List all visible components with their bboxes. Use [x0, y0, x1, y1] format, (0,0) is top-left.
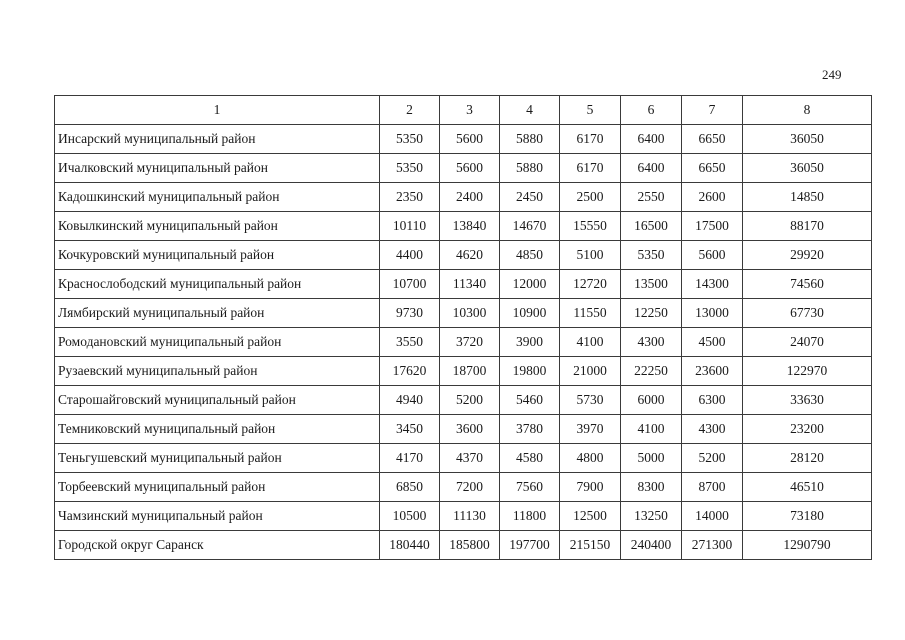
- value-cell: 18700: [440, 357, 500, 386]
- value-cell: 6000: [621, 386, 682, 415]
- district-name-cell: Темниковский муниципальный район: [55, 415, 380, 444]
- column-header: 3: [440, 96, 500, 125]
- value-cell: 5730: [560, 386, 621, 415]
- value-cell: 5880: [500, 154, 560, 183]
- value-cell: 7200: [440, 473, 500, 502]
- value-cell: 4940: [380, 386, 440, 415]
- total-cell: 88170: [743, 212, 872, 241]
- table-row: [55, 183, 872, 212]
- value-cell: 8300: [621, 473, 682, 502]
- district-name-cell: Теньгушевский муниципальный район: [55, 444, 380, 473]
- total-cell: 122970: [743, 357, 872, 386]
- value-cell: 5600: [440, 125, 500, 154]
- value-cell: 3970: [560, 415, 621, 444]
- table-row: [55, 357, 872, 386]
- district-name-cell: Ичалковский муниципальный район: [55, 154, 380, 183]
- value-cell: 180440: [380, 531, 440, 560]
- value-cell: 13840: [440, 212, 500, 241]
- total-cell: 67730: [743, 299, 872, 328]
- value-cell: 240400: [621, 531, 682, 560]
- value-cell: 5100: [560, 241, 621, 270]
- table-row: [55, 386, 872, 415]
- value-cell: 4850: [500, 241, 560, 270]
- table-row: [55, 154, 872, 183]
- value-cell: 197700: [500, 531, 560, 560]
- value-cell: 4800: [560, 444, 621, 473]
- value-cell: 5350: [380, 154, 440, 183]
- value-cell: 2400: [440, 183, 500, 212]
- value-cell: 3550: [380, 328, 440, 357]
- value-cell: 271300: [682, 531, 743, 560]
- value-cell: 13000: [682, 299, 743, 328]
- value-cell: 3900: [500, 328, 560, 357]
- value-cell: 13250: [621, 502, 682, 531]
- table-row: [55, 241, 872, 270]
- district-name-cell: Чамзинский муниципальный район: [55, 502, 380, 531]
- value-cell: 5000: [621, 444, 682, 473]
- total-cell: 73180: [743, 502, 872, 531]
- district-name-cell: Городской округ Саранск: [55, 531, 380, 560]
- value-cell: 7560: [500, 473, 560, 502]
- total-cell: 33630: [743, 386, 872, 415]
- header-row: [55, 96, 872, 125]
- value-cell: 185800: [440, 531, 500, 560]
- value-cell: 4620: [440, 241, 500, 270]
- column-header: 1: [55, 96, 380, 125]
- value-cell: 9730: [380, 299, 440, 328]
- column-header: 8: [743, 96, 872, 125]
- value-cell: 4370: [440, 444, 500, 473]
- value-cell: 7900: [560, 473, 621, 502]
- table-row: [55, 212, 872, 241]
- district-name-cell: Ромодановский муниципальный район: [55, 328, 380, 357]
- total-cell: 14850: [743, 183, 872, 212]
- value-cell: 14670: [500, 212, 560, 241]
- value-cell: 16500: [621, 212, 682, 241]
- value-cell: 17500: [682, 212, 743, 241]
- total-cell: 24070: [743, 328, 872, 357]
- value-cell: 5600: [440, 154, 500, 183]
- value-cell: 6300: [682, 386, 743, 415]
- data-table: [54, 95, 872, 560]
- value-cell: 6650: [682, 154, 743, 183]
- value-cell: 5460: [500, 386, 560, 415]
- value-cell: 17620: [380, 357, 440, 386]
- value-cell: 3780: [500, 415, 560, 444]
- district-name-cell: Кочкуровский муниципальный район: [55, 241, 380, 270]
- value-cell: 11550: [560, 299, 621, 328]
- district-name-cell: Краснослободский муниципальный район: [55, 270, 380, 299]
- table-row: [55, 473, 872, 502]
- value-cell: 2500: [560, 183, 621, 212]
- value-cell: 11130: [440, 502, 500, 531]
- value-cell: 4170: [380, 444, 440, 473]
- value-cell: 4300: [621, 328, 682, 357]
- table-row: [55, 531, 872, 560]
- value-cell: 4400: [380, 241, 440, 270]
- district-name-cell: Ковылкинский муниципальный район: [55, 212, 380, 241]
- value-cell: 10500: [380, 502, 440, 531]
- district-name-cell: Старошайговский муниципальный район: [55, 386, 380, 415]
- value-cell: 4300: [682, 415, 743, 444]
- value-cell: 23600: [682, 357, 743, 386]
- total-cell: 1290790: [743, 531, 872, 560]
- value-cell: 4100: [560, 328, 621, 357]
- value-cell: 2450: [500, 183, 560, 212]
- district-name-cell: Торбеевский муниципальный район: [55, 473, 380, 502]
- value-cell: 12250: [621, 299, 682, 328]
- value-cell: 4580: [500, 444, 560, 473]
- value-cell: 12720: [560, 270, 621, 299]
- table-body: [55, 125, 872, 560]
- column-header: 6: [621, 96, 682, 125]
- value-cell: 21000: [560, 357, 621, 386]
- value-cell: 4500: [682, 328, 743, 357]
- value-cell: 2600: [682, 183, 743, 212]
- value-cell: 6400: [621, 125, 682, 154]
- value-cell: 22250: [621, 357, 682, 386]
- value-cell: 11800: [500, 502, 560, 531]
- table-row: [55, 328, 872, 357]
- column-header: 5: [560, 96, 621, 125]
- value-cell: 2350: [380, 183, 440, 212]
- table-row: [55, 502, 872, 531]
- total-cell: 29920: [743, 241, 872, 270]
- value-cell: 8700: [682, 473, 743, 502]
- value-cell: 6650: [682, 125, 743, 154]
- value-cell: 6170: [560, 125, 621, 154]
- total-cell: 36050: [743, 125, 872, 154]
- value-cell: 215150: [560, 531, 621, 560]
- value-cell: 5200: [440, 386, 500, 415]
- total-cell: 36050: [743, 154, 872, 183]
- value-cell: 11340: [440, 270, 500, 299]
- value-cell: 6850: [380, 473, 440, 502]
- value-cell: 10300: [440, 299, 500, 328]
- value-cell: 10110: [380, 212, 440, 241]
- total-cell: 46510: [743, 473, 872, 502]
- value-cell: 13500: [621, 270, 682, 299]
- value-cell: 19800: [500, 357, 560, 386]
- column-header: 2: [380, 96, 440, 125]
- value-cell: 5350: [621, 241, 682, 270]
- table-row: [55, 270, 872, 299]
- value-cell: 3720: [440, 328, 500, 357]
- value-cell: 5600: [682, 241, 743, 270]
- total-cell: 74560: [743, 270, 872, 299]
- value-cell: 14300: [682, 270, 743, 299]
- district-name-cell: Рузаевский муниципальный район: [55, 357, 380, 386]
- district-name-cell: Кадошкинский муниципальный район: [55, 183, 380, 212]
- value-cell: 14000: [682, 502, 743, 531]
- value-cell: 3600: [440, 415, 500, 444]
- value-cell: 5880: [500, 125, 560, 154]
- column-header: 4: [500, 96, 560, 125]
- total-cell: 28120: [743, 444, 872, 473]
- value-cell: 5350: [380, 125, 440, 154]
- value-cell: 15550: [560, 212, 621, 241]
- district-name-cell: Инсарский муниципальный район: [55, 125, 380, 154]
- district-name-cell: Лямбирский муниципальный район: [55, 299, 380, 328]
- page-number: 249: [822, 67, 842, 82]
- value-cell: 10700: [380, 270, 440, 299]
- total-cell: 23200: [743, 415, 872, 444]
- value-cell: 2550: [621, 183, 682, 212]
- table-row: [55, 125, 872, 154]
- value-cell: 6170: [560, 154, 621, 183]
- value-cell: 3450: [380, 415, 440, 444]
- column-header: 7: [682, 96, 743, 125]
- table-row: [55, 299, 872, 328]
- table-row: [55, 444, 872, 473]
- value-cell: 6400: [621, 154, 682, 183]
- value-cell: 12500: [560, 502, 621, 531]
- value-cell: 12000: [500, 270, 560, 299]
- value-cell: 5200: [682, 444, 743, 473]
- value-cell: 10900: [500, 299, 560, 328]
- table-row: [55, 415, 872, 444]
- value-cell: 4100: [621, 415, 682, 444]
